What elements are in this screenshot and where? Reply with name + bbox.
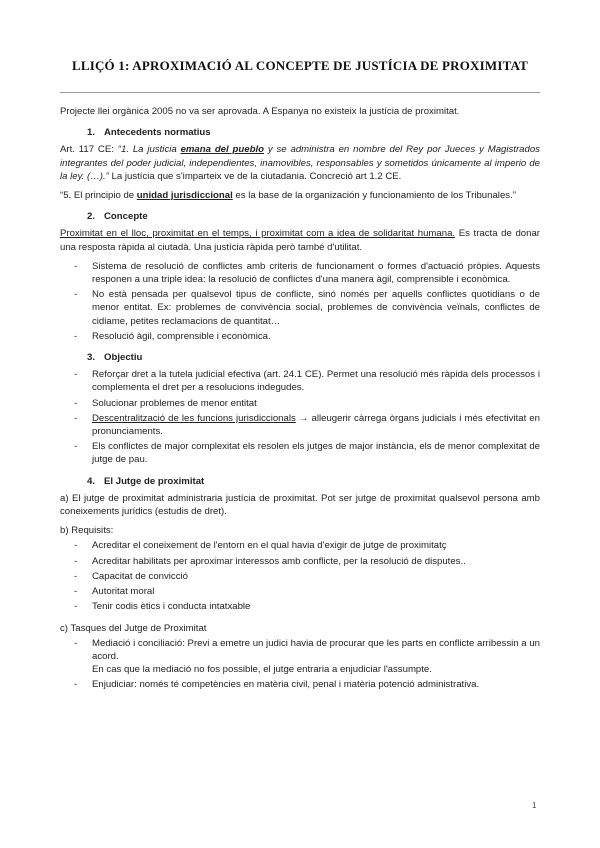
list-item-continuation: En cas que la mediació no fos possible, el jutge entraria a enjudiciar l'assumpte.: [92, 664, 432, 676]
list-item: - Resolució àgil, comprensible i econòmica.: [60, 330, 540, 343]
concept-paragraph: [60, 227, 540, 253]
unidad-paragraph: [60, 189, 540, 202]
document-body: [60, 105, 540, 698]
emphasis-run: unidad jurisdiccional: [136, 190, 233, 202]
list-item: - Acreditar el coneixement de l'entorn en el qual havia d'exigir de jutge de proximitatç: [60, 539, 540, 552]
underlined-run: Descentralització de les funcions jurisdiccionals: [92, 412, 296, 424]
list-item: - Solucionar problemes de menor entitat: [60, 397, 540, 410]
text-run: La justícia que s'imparteix ve de la ciutadania. Concreció art 1.2 CE.: [108, 170, 402, 182]
section-title: Objectiu: [104, 352, 143, 364]
section-3-heading: [60, 351, 540, 364]
text-run: → alleugerir càrrega òrgans judicials i més efectivitat en pronunciaments.: [92, 412, 540, 438]
title-divider: [60, 92, 540, 93]
text-run: es la base de la organización y funcionamiento de los Tribunales.”: [232, 190, 516, 202]
emphasis-run: emana del pueblo: [180, 144, 264, 156]
list-item: - Mediació i conciliació: Previ a emetre un judici havia de procurar que les parts en conflicte arribessin a un acord.: [60, 637, 540, 663]
underlined-run: Proximitat en el lloc, proximitat en el temps, i proximitat com a idea de solidaritat humana.: [60, 228, 456, 240]
quote-run: y se administra en nombre del Rey por Jueces y Magistrados integrantes del poder judicial, independientes, inamovibles, responsables y sometidos únicamente al imperio de la ley. (…).”: [60, 144, 540, 182]
list-item: [60, 412, 540, 438]
concept-list: [60, 260, 540, 343]
text-run: “5. El principio de: [60, 190, 137, 202]
list-item: - Sistema de resolució de conflictes amb criteris de funcionament o formes d'actuació pròpies. Aquests responen a una triple idea: la resolució de conflictes d'una manera àgil, comprensible i econòmica.: [60, 260, 540, 286]
section-number: 3.: [86, 352, 95, 364]
tasks-list: [60, 637, 540, 663]
judge-paragraph: a) El jutge de proximitat administraria justícia de proximitat. Pot ser jutge de proximitat qualsevol persona amb coneixements jurídics (estudis de dret).: [60, 492, 540, 518]
section-4-heading: [60, 475, 540, 488]
list-item: - Tenir codis ètics i conducta intatxable: [60, 600, 540, 613]
list-item: - Capacitat de convicció: [60, 570, 540, 583]
list-item: - Autoritat moral: [60, 585, 540, 598]
section-1-heading: [60, 126, 540, 139]
tasks-list-continued: [60, 678, 540, 691]
text-run: Es tracta de donar una resposta ràpida al ciutadà. Una justícia ràpida però també d'utilitat.: [60, 228, 540, 253]
section-number: 2.: [86, 211, 95, 223]
tasks-label: c) Tasques del Jutge de Proximitat: [60, 622, 207, 634]
section-title: Concepte: [104, 211, 148, 223]
requirements-label: b) Requisits:: [60, 525, 114, 537]
section-2-heading: [60, 210, 540, 223]
intro-paragraph: Projecte llei orgànica 2005 no va ser aprovada. A Espanya no existeix la justícia de proximitat.: [60, 106, 460, 117]
list-item: - Reforçar dret a la tutela judicial efectiva (art. 24.1 CE). Permet una resolució més ràpida dels processos i complementa el dret per a resolucions indegudes.: [60, 368, 540, 394]
art-117-paragraph: [60, 143, 540, 183]
requirements-list: [60, 539, 540, 613]
list-item: - No està pensada per qualsevol tipus de conflicte, sinó només per aquells conflictes quotidians o de menor entitat. Ex: problemes de convivència social, problemes de convivència veïnals, conflictes de cidiame, petites reclamacions de quantitat…: [60, 288, 540, 328]
text-run: Art. 117 CE:: [60, 144, 118, 156]
list-item: - Acreditar habilitats per aproximar interessos amb conflicte, per la resolució de disputes..: [60, 555, 540, 568]
document-title: LLIÇÓ 1: APROXIMACIÓ AL CONCEPTE DE JUSTÍCIA DE PROXIMITAT: [71, 58, 529, 73]
section-number: 4.: [86, 475, 95, 487]
page-number: 1: [532, 801, 537, 810]
section-number: 1.: [86, 127, 95, 139]
list-item: - Enjudiciar: només té competències en matèria civil, penal i matèria potenció administrativa.: [60, 678, 540, 691]
quote-run: “1. La justicia: [117, 144, 181, 156]
list-item: - Els conflictes de major complexitat els resolen els jutges de major instància, els de menor complexitat de jutge de pau.: [60, 440, 540, 466]
objective-list: [60, 368, 540, 466]
section-title: Antecedents normatius: [104, 127, 211, 139]
section-title: El Jutge de proximitat: [104, 475, 205, 487]
